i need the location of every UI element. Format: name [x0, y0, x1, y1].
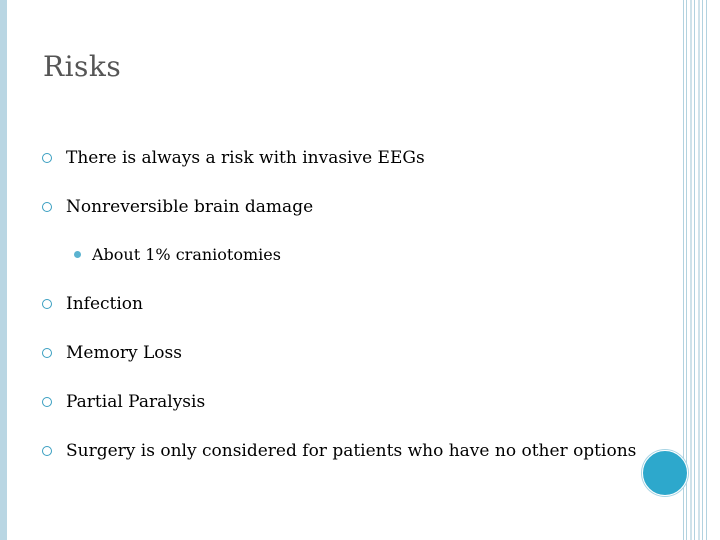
bullet-item [42, 392, 205, 412]
decorative-line [690, 0, 692, 540]
ring-bullet-icon [42, 348, 52, 358]
bullet-text: Memory Loss [66, 343, 182, 363]
ring-bullet-icon [42, 397, 52, 407]
decorative-line [686, 0, 687, 540]
bullet-item [42, 294, 143, 314]
bullet-item [42, 441, 636, 461]
bullet-text: Surgery is only considered for patients who have no other options [66, 441, 637, 461]
ring-bullet-icon [42, 446, 52, 456]
slide-title: Risks [43, 50, 122, 83]
ring-bullet-icon [42, 153, 52, 163]
bullet-text: Partial Paralysis [66, 392, 206, 412]
decorative-line [706, 0, 707, 540]
bullet-text: There is always a risk with invasive EEGs [66, 148, 425, 168]
bullet-item [42, 343, 182, 363]
bullet-item [42, 148, 425, 168]
bullet-item [42, 197, 313, 217]
bullet-text: About 1% craniotomies [92, 245, 281, 264]
decorative-line [702, 0, 703, 540]
ring-bullet-icon [42, 202, 52, 212]
decorative-line [698, 0, 700, 540]
decorative-line [694, 0, 695, 540]
ring-bullet-icon [42, 299, 52, 309]
bullet-text: Infection [66, 294, 143, 314]
sub-bullet-item [74, 245, 281, 264]
bullet-text: Nonreversible brain damage [66, 197, 314, 217]
dot-bullet-icon [74, 251, 81, 258]
